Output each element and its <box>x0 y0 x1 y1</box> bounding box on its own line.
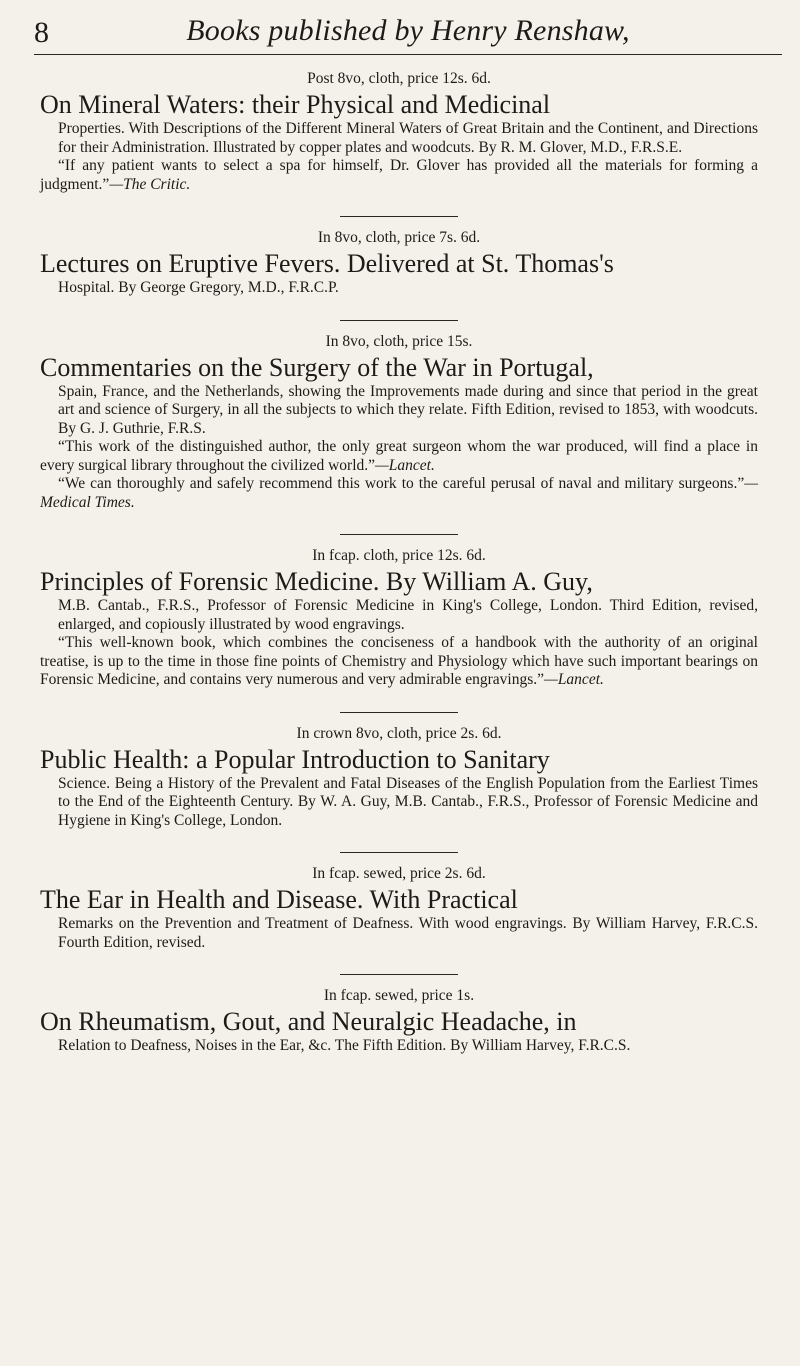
quote-text: “We can thoroughly and safely recommend this work to the careful perusal of naval and military surgeons.” <box>58 475 745 492</box>
book-description: Properties. With Descriptions of the Different Mineral Waters of Great Britain and the Continent, and Directions for their Administration. Illustrated by copper plates and woodcuts. By R. M. Glover, M.D., F.R.S.E. <box>58 120 758 156</box>
quote-source: —Lancet. <box>544 671 604 688</box>
book-title: The Ear in Health and Disease. With Practical <box>40 885 518 914</box>
edition-line: In fcap. sewed, price 1s. <box>323 987 475 1004</box>
book-title: Commentaries on the Surgery of the War in Portugal, <box>40 352 594 382</box>
section-divider <box>340 712 458 713</box>
edition-line: In fcap. sewed, price 2s. 6d. <box>312 865 486 882</box>
quote-source: —Lancet. <box>375 456 435 474</box>
section-divider <box>340 852 458 853</box>
book-title: On Mineral Waters: their Physical and Medicinal <box>40 90 551 119</box>
edition-line: In crown 8vo, cloth, price 2s. 6d. <box>296 724 502 742</box>
book-entry-public-health <box>40 725 758 831</box>
running-head: Books published by Henry Renshaw, <box>186 14 630 47</box>
section-divider <box>340 974 458 975</box>
book-entry-rheumatism <box>40 987 758 1056</box>
book-title: Public Health: a Popular Introduction to Sanitary <box>40 744 550 774</box>
page-number: 8 <box>34 16 49 49</box>
book-entry-forensic-medicine <box>40 547 758 690</box>
book-title: Lectures on Eruptive Fevers. Delivered at St. Thomas's <box>40 249 614 278</box>
section-divider <box>340 534 458 535</box>
edition-line: In 8vo, cloth, price 15s. <box>325 332 473 350</box>
book-entry-mineral-waters <box>40 70 758 194</box>
page-header <box>34 12 782 55</box>
quote-text: “This work of the distinguished author, the only great surgeon whom the war produced, will find a place in every surgical library throughout the civilized world.” <box>40 438 758 474</box>
review-quote <box>40 157 758 194</box>
book-title: On Rheumatism, Gout, and Neuralgic Headache, in <box>40 1007 577 1036</box>
book-description: Remarks on the Prevention and Treatment of Deafness. With wood engravings. By William Harvey, F.R.C.S. Fourth Edition, revised. <box>58 915 758 951</box>
edition-line: Post 8vo, cloth, price 12s. 6d. <box>307 70 491 87</box>
book-description: Science. Being a History of the Prevalent and Fatal Diseases of the English Population from the Earliest Times to the End of the Eighteenth Century. By W. A. Guy, M.B. Cantab., F.R.S., Professor of Forensic Medicine and Hygiene in King's College, London. <box>58 774 758 829</box>
section-divider <box>340 320 458 321</box>
book-title: Principles of Forensic Medicine. By William A. Guy, <box>40 567 593 596</box>
book-description: Relation to Deafness, Noises in the Ear, &c. The Fifth Edition. By William Harvey, F.R.C.S. <box>58 1037 631 1054</box>
section-divider <box>340 216 458 217</box>
book-description: Spain, France, and the Netherlands, showing the Improvements made during and since that period in the great art and science of Surgery, in all the subjects to which they relate. Fifth Edition, revised to 1853, with woodcuts. By G. J. Guthrie, F.R.S. <box>58 382 758 437</box>
book-entry-eruptive-fevers <box>40 229 758 298</box>
review-quote <box>40 438 758 475</box>
quote-source: —Medical Times. <box>40 475 758 511</box>
edition-line: In 8vo, cloth, price 7s. 6d. <box>317 229 481 246</box>
quote-source: —The Critic. <box>109 175 191 193</box>
review-quote <box>40 475 758 512</box>
review-quote <box>40 634 758 690</box>
advertisement-list <box>40 64 758 1078</box>
quote-text: “If any patient wants to select a spa for himself, Dr. Glover has provided all the materials for forming a judgment.” <box>40 157 758 193</box>
quote-text: “This well-known book, which combines the conciseness of a handbook with the authority of an original treatise, is up to the time in those fine points of Chemistry and Physiology which have such important bearings on Forensic Medicine, and contains very numerous and very admirable engravings.” <box>40 634 758 688</box>
book-description: M.B. Cantab., F.R.S., Professor of Forensic Medicine in King's College, London. Third Edition, revised, enlarged, and copiously illustrated by wood engravings. <box>58 597 758 633</box>
book-entry-ear-health <box>40 865 758 952</box>
edition-line: In fcap. cloth, price 12s. 6d. <box>312 547 486 564</box>
book-description: Hospital. By George Gregory, M.D., F.R.C.P. <box>58 279 339 296</box>
book-entry-surgery-war <box>40 333 758 513</box>
